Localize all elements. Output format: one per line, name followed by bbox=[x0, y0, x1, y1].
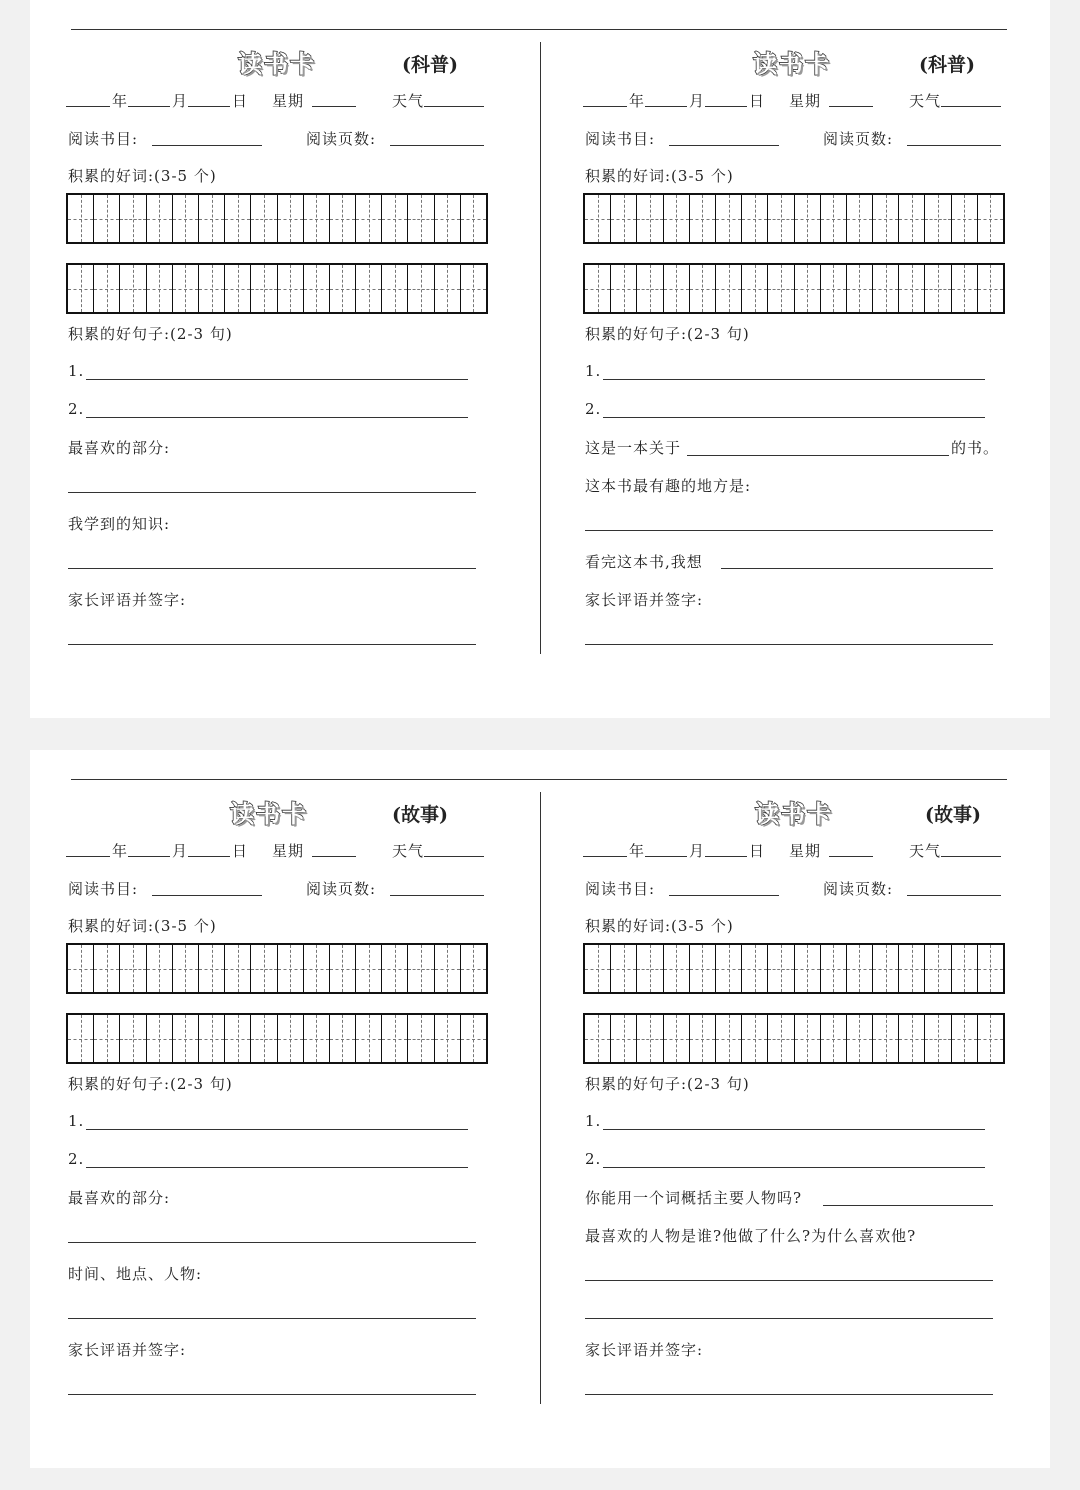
grid-cell[interactable] bbox=[173, 945, 199, 992]
card-category: (科普) bbox=[919, 54, 975, 76]
grid-cell[interactable] bbox=[461, 265, 486, 312]
parent-comment-blank[interactable] bbox=[68, 644, 476, 645]
grid-cell[interactable] bbox=[251, 1015, 277, 1062]
grid-cell[interactable] bbox=[304, 265, 330, 312]
grid-cell[interactable] bbox=[899, 1015, 925, 1062]
word-grid-2[interactable] bbox=[583, 1013, 1005, 1064]
grid-cell[interactable] bbox=[768, 265, 794, 312]
word-grid-2[interactable] bbox=[66, 263, 488, 314]
year-blank[interactable] bbox=[583, 856, 627, 857]
sentences-label: 积累的好句子:(2-3 句) bbox=[68, 325, 233, 343]
grid-cell[interactable] bbox=[795, 1015, 821, 1062]
grid-cell[interactable] bbox=[278, 195, 304, 242]
main-character-word-label: 你能用一个词概括主要人物吗? bbox=[585, 1189, 803, 1207]
grid-cell[interactable] bbox=[742, 1015, 768, 1062]
favorite-part-blank[interactable] bbox=[68, 1242, 476, 1243]
parent-comment-label: 家长评语并签字: bbox=[68, 1341, 187, 1359]
grid-cell[interactable] bbox=[408, 195, 434, 242]
grid-cell[interactable] bbox=[120, 265, 146, 312]
favorite-part-blank[interactable] bbox=[68, 492, 476, 493]
grid-cell[interactable] bbox=[952, 265, 978, 312]
grid-cell[interactable] bbox=[664, 1015, 690, 1062]
reading-card-sheet-story bbox=[30, 750, 1050, 1468]
month-label: 月 bbox=[689, 842, 706, 860]
time-place-people-label: 时间、地点、人物: bbox=[68, 1265, 203, 1283]
grid-cell[interactable] bbox=[742, 265, 768, 312]
day-label: 日 bbox=[232, 92, 249, 110]
weekday-label: 星期 bbox=[789, 842, 822, 860]
grid-cell[interactable] bbox=[637, 945, 663, 992]
grid-cell[interactable] bbox=[278, 265, 304, 312]
weekday-blank[interactable] bbox=[829, 856, 873, 857]
grid-cell[interactable] bbox=[690, 195, 716, 242]
words-label: 积累的好词:(3-5 个) bbox=[68, 167, 217, 185]
grid-cell[interactable] bbox=[251, 945, 277, 992]
word-grid-1[interactable] bbox=[66, 943, 488, 994]
grid-cell[interactable] bbox=[225, 265, 251, 312]
after-reading-blank[interactable] bbox=[721, 568, 993, 569]
month-blank[interactable] bbox=[128, 856, 170, 857]
weather-blank[interactable] bbox=[941, 856, 1001, 857]
year-label: 年 bbox=[629, 92, 646, 110]
card-category: (故事) bbox=[925, 804, 981, 826]
parent-comment-label: 家长评语并签字: bbox=[585, 1341, 704, 1359]
word-grid-1[interactable] bbox=[583, 943, 1005, 994]
month-blank[interactable] bbox=[645, 106, 687, 107]
month-blank[interactable] bbox=[128, 106, 170, 107]
sentence-1-number: 1. bbox=[68, 1112, 85, 1130]
grid-cell[interactable] bbox=[330, 195, 356, 242]
grid-cell[interactable] bbox=[356, 195, 382, 242]
year-blank[interactable] bbox=[66, 856, 110, 857]
about-suffix: 的书。 bbox=[951, 439, 1000, 457]
weekday-blank[interactable] bbox=[312, 106, 356, 107]
grid-cell[interactable] bbox=[742, 945, 768, 992]
grid-cell[interactable] bbox=[952, 1015, 978, 1062]
grid-cell[interactable] bbox=[611, 265, 637, 312]
grid-cell[interactable] bbox=[899, 195, 925, 242]
most-interesting-blank[interactable] bbox=[585, 530, 993, 531]
grid-cell[interactable] bbox=[637, 195, 663, 242]
grid-cell[interactable] bbox=[330, 945, 356, 992]
grid-cell[interactable] bbox=[173, 265, 199, 312]
weather-blank[interactable] bbox=[941, 106, 1001, 107]
sentence-2-number: 2. bbox=[585, 1150, 602, 1168]
grid-cell[interactable] bbox=[821, 1015, 847, 1062]
weekday-label: 星期 bbox=[272, 842, 305, 860]
grid-cell[interactable] bbox=[435, 945, 461, 992]
grid-cell[interactable] bbox=[304, 195, 330, 242]
sentence-1-blank[interactable] bbox=[86, 379, 468, 380]
day-label: 日 bbox=[749, 842, 766, 860]
weekday-blank[interactable] bbox=[312, 856, 356, 857]
grid-cell[interactable] bbox=[585, 1015, 611, 1062]
parent-comment-label: 家长评语并签字: bbox=[68, 591, 187, 609]
grid-cell[interactable] bbox=[873, 945, 899, 992]
grid-cell[interactable] bbox=[821, 195, 847, 242]
card-title: 读书卡 bbox=[755, 800, 833, 828]
parent-comment-blank[interactable] bbox=[585, 644, 993, 645]
grid-cell[interactable] bbox=[94, 265, 120, 312]
book-title-label: 阅读书目: bbox=[585, 880, 656, 898]
book-title-blank[interactable] bbox=[669, 145, 779, 146]
grid-cell[interactable] bbox=[716, 945, 742, 992]
grid-cell[interactable] bbox=[382, 1015, 408, 1062]
parent-comment-label: 家长评语并签字: bbox=[585, 591, 704, 609]
day-blank[interactable] bbox=[705, 106, 747, 107]
grid-cell[interactable] bbox=[742, 195, 768, 242]
day-label: 日 bbox=[232, 842, 249, 860]
book-title-blank[interactable] bbox=[152, 895, 262, 896]
weather-label: 天气 bbox=[909, 92, 942, 110]
grid-cell[interactable] bbox=[461, 1015, 486, 1062]
favorite-character-blank-1[interactable] bbox=[585, 1280, 993, 1281]
sentence-2-number: 2. bbox=[68, 1150, 85, 1168]
grid-cell[interactable] bbox=[68, 945, 94, 992]
grid-cell[interactable] bbox=[821, 265, 847, 312]
grid-cell[interactable] bbox=[278, 945, 304, 992]
weather-label: 天气 bbox=[392, 92, 425, 110]
after-reading-label: 看完这本书,我想 bbox=[585, 553, 703, 571]
grid-cell[interactable] bbox=[585, 195, 611, 242]
grid-cell[interactable] bbox=[664, 945, 690, 992]
day-blank[interactable] bbox=[188, 856, 230, 857]
reading-card-sheet-science bbox=[30, 0, 1050, 718]
grid-cell[interactable] bbox=[278, 1015, 304, 1062]
grid-cell[interactable] bbox=[768, 1015, 794, 1062]
grid-cell[interactable] bbox=[435, 195, 461, 242]
grid-cell[interactable] bbox=[795, 195, 821, 242]
grid-cell[interactable] bbox=[147, 945, 173, 992]
day-blank[interactable] bbox=[705, 856, 747, 857]
book-title-blank[interactable] bbox=[669, 895, 779, 896]
sentence-2-blank[interactable] bbox=[603, 1167, 985, 1168]
sentences-label: 积累的好句子:(2-3 句) bbox=[585, 325, 750, 343]
grid-cell[interactable] bbox=[873, 195, 899, 242]
grid-cell[interactable] bbox=[768, 945, 794, 992]
card-title: 读书卡 bbox=[753, 50, 831, 78]
grid-cell[interactable] bbox=[978, 945, 1003, 992]
grid-cell[interactable] bbox=[435, 265, 461, 312]
weather-blank[interactable] bbox=[424, 106, 484, 107]
grid-cell[interactable] bbox=[225, 945, 251, 992]
grid-cell[interactable] bbox=[847, 945, 873, 992]
weather-blank[interactable] bbox=[424, 856, 484, 857]
grid-cell[interactable] bbox=[199, 265, 225, 312]
sentence-1-number: 1. bbox=[585, 362, 602, 380]
sentences-label: 积累的好句子:(2-3 句) bbox=[585, 1075, 750, 1093]
grid-cell[interactable] bbox=[330, 1015, 356, 1062]
pages-blank[interactable] bbox=[907, 145, 1001, 146]
grid-cell[interactable] bbox=[461, 195, 486, 242]
grid-cell[interactable] bbox=[847, 1015, 873, 1062]
grid-cell[interactable] bbox=[173, 1015, 199, 1062]
grid-cell[interactable] bbox=[768, 195, 794, 242]
grid-cell[interactable] bbox=[978, 1015, 1003, 1062]
word-grid-2[interactable] bbox=[66, 1013, 488, 1064]
grid-cell[interactable] bbox=[899, 265, 925, 312]
grid-cell[interactable] bbox=[199, 195, 225, 242]
grid-cell[interactable] bbox=[899, 945, 925, 992]
reading-card-science-left bbox=[66, 0, 506, 718]
about-prefix: 这是一本关于 bbox=[585, 439, 682, 457]
weekday-blank[interactable] bbox=[829, 106, 873, 107]
reading-card-science-right bbox=[583, 0, 1023, 718]
grid-cell[interactable] bbox=[925, 945, 951, 992]
card-category: (故事) bbox=[392, 804, 448, 826]
book-title-blank[interactable] bbox=[152, 145, 262, 146]
word-grid-1[interactable] bbox=[66, 193, 488, 244]
sentence-2-blank[interactable] bbox=[86, 1167, 468, 1168]
card-title: 读书卡 bbox=[230, 800, 308, 828]
year-label: 年 bbox=[629, 842, 646, 860]
grid-cell[interactable] bbox=[356, 265, 382, 312]
time-place-people-blank[interactable] bbox=[68, 1318, 476, 1319]
grid-cell[interactable] bbox=[173, 195, 199, 242]
about-blank[interactable] bbox=[687, 455, 949, 456]
grid-cell[interactable] bbox=[716, 1015, 742, 1062]
parent-comment-blank[interactable] bbox=[585, 1394, 993, 1395]
weekday-label: 星期 bbox=[272, 92, 305, 110]
grid-cell[interactable] bbox=[356, 945, 382, 992]
grid-cell[interactable] bbox=[330, 265, 356, 312]
favorite-part-label: 最喜欢的部分: bbox=[68, 1189, 171, 1207]
words-label: 积累的好词:(3-5 个) bbox=[585, 167, 734, 185]
grid-cell[interactable] bbox=[637, 1015, 663, 1062]
knowledge-label: 我学到的知识: bbox=[68, 515, 171, 533]
grid-cell[interactable] bbox=[120, 1015, 146, 1062]
pages-label: 阅读页数: bbox=[306, 880, 377, 898]
grid-cell[interactable] bbox=[611, 195, 637, 242]
word-grid-1[interactable] bbox=[583, 193, 1005, 244]
grid-cell[interactable] bbox=[637, 265, 663, 312]
card-title: 读书卡 bbox=[238, 50, 316, 78]
year-blank[interactable] bbox=[66, 106, 110, 107]
grid-cell[interactable] bbox=[925, 1015, 951, 1062]
grid-cell[interactable] bbox=[94, 1015, 120, 1062]
words-label: 积累的好词:(3-5 个) bbox=[585, 917, 734, 935]
grid-cell[interactable] bbox=[199, 1015, 225, 1062]
grid-cell[interactable] bbox=[847, 195, 873, 242]
grid-cell[interactable] bbox=[847, 265, 873, 312]
book-title-label: 阅读书目: bbox=[68, 130, 139, 148]
grid-cell[interactable] bbox=[795, 265, 821, 312]
weekday-label: 星期 bbox=[789, 92, 822, 110]
pages-blank[interactable] bbox=[907, 895, 1001, 896]
grid-cell[interactable] bbox=[251, 195, 277, 242]
grid-cell[interactable] bbox=[925, 265, 951, 312]
card-divider bbox=[540, 42, 541, 654]
grid-cell[interactable] bbox=[304, 1015, 330, 1062]
grid-cell[interactable] bbox=[611, 945, 637, 992]
card-divider bbox=[540, 792, 541, 1404]
grid-cell[interactable] bbox=[120, 195, 146, 242]
pages-label: 阅读页数: bbox=[823, 130, 894, 148]
grid-cell[interactable] bbox=[461, 945, 486, 992]
grid-cell[interactable] bbox=[435, 1015, 461, 1062]
sentence-1-number: 1. bbox=[68, 362, 85, 380]
grid-cell[interactable] bbox=[978, 265, 1003, 312]
grid-cell[interactable] bbox=[147, 265, 173, 312]
reading-card-story-right bbox=[583, 750, 1023, 1468]
grid-cell[interactable] bbox=[952, 945, 978, 992]
sentence-2-blank[interactable] bbox=[603, 417, 985, 418]
grid-cell[interactable] bbox=[68, 1015, 94, 1062]
grid-cell[interactable] bbox=[94, 195, 120, 242]
parent-comment-blank[interactable] bbox=[68, 1394, 476, 1395]
grid-cell[interactable] bbox=[356, 1015, 382, 1062]
month-label: 月 bbox=[172, 842, 189, 860]
grid-cell[interactable] bbox=[690, 945, 716, 992]
sentence-1-number: 1. bbox=[585, 1112, 602, 1130]
sentence-1-blank[interactable] bbox=[86, 1129, 468, 1130]
grid-cell[interactable] bbox=[408, 945, 434, 992]
sentence-1-blank[interactable] bbox=[603, 1129, 985, 1130]
day-label: 日 bbox=[749, 92, 766, 110]
sentences-label: 积累的好句子:(2-3 句) bbox=[68, 1075, 233, 1093]
year-label: 年 bbox=[112, 842, 129, 860]
sentence-2-number: 2. bbox=[68, 400, 85, 418]
grid-cell[interactable] bbox=[147, 195, 173, 242]
grid-cell[interactable] bbox=[225, 1015, 251, 1062]
grid-cell[interactable] bbox=[585, 265, 611, 312]
book-title-label: 阅读书目: bbox=[68, 880, 139, 898]
favorite-character-blank-2[interactable] bbox=[585, 1318, 993, 1319]
pages-label: 阅读页数: bbox=[823, 880, 894, 898]
weather-label: 天气 bbox=[392, 842, 425, 860]
pages-label: 阅读页数: bbox=[306, 130, 377, 148]
grid-cell[interactable] bbox=[664, 265, 690, 312]
grid-cell[interactable] bbox=[611, 1015, 637, 1062]
grid-cell[interactable] bbox=[382, 195, 408, 242]
grid-cell[interactable] bbox=[925, 195, 951, 242]
grid-cell[interactable] bbox=[664, 195, 690, 242]
sentence-2-blank[interactable] bbox=[86, 417, 468, 418]
most-interesting-label: 这本书最有趣的地方是: bbox=[585, 477, 752, 495]
grid-cell[interactable] bbox=[120, 945, 146, 992]
grid-cell[interactable] bbox=[408, 1015, 434, 1062]
grid-cell[interactable] bbox=[690, 1015, 716, 1062]
reading-card-story-left bbox=[66, 750, 506, 1468]
favorite-part-label: 最喜欢的部分: bbox=[68, 439, 171, 457]
grid-cell[interactable] bbox=[716, 195, 742, 242]
grid-cell[interactable] bbox=[408, 265, 434, 312]
pages-blank[interactable] bbox=[390, 145, 484, 146]
month-blank[interactable] bbox=[645, 856, 687, 857]
month-label: 月 bbox=[172, 92, 189, 110]
grid-cell[interactable] bbox=[94, 945, 120, 992]
grid-cell[interactable] bbox=[873, 265, 899, 312]
grid-cell[interactable] bbox=[978, 195, 1003, 242]
grid-cell[interactable] bbox=[795, 945, 821, 992]
sentence-2-number: 2. bbox=[585, 400, 602, 418]
grid-cell[interactable] bbox=[68, 195, 94, 242]
pages-blank[interactable] bbox=[390, 895, 484, 896]
grid-cell[interactable] bbox=[199, 945, 225, 992]
grid-cell[interactable] bbox=[251, 265, 277, 312]
year-blank[interactable] bbox=[583, 106, 627, 107]
month-label: 月 bbox=[689, 92, 706, 110]
favorite-character-label: 最喜欢的人物是谁?他做了什么?为什么喜欢他? bbox=[585, 1227, 917, 1245]
weather-label: 天气 bbox=[909, 842, 942, 860]
grid-cell[interactable] bbox=[585, 945, 611, 992]
grid-cell[interactable] bbox=[873, 1015, 899, 1062]
grid-cell[interactable] bbox=[225, 195, 251, 242]
sentence-1-blank[interactable] bbox=[603, 379, 985, 380]
book-title-label: 阅读书目: bbox=[585, 130, 656, 148]
knowledge-blank[interactable] bbox=[68, 568, 476, 569]
card-category: (科普) bbox=[402, 54, 458, 76]
words-label: 积累的好词:(3-5 个) bbox=[68, 917, 217, 935]
day-blank[interactable] bbox=[188, 106, 230, 107]
word-grid-2[interactable] bbox=[583, 263, 1005, 314]
year-label: 年 bbox=[112, 92, 129, 110]
grid-cell[interactable] bbox=[147, 1015, 173, 1062]
grid-cell[interactable] bbox=[716, 265, 742, 312]
grid-cell[interactable] bbox=[952, 195, 978, 242]
grid-cell[interactable] bbox=[690, 265, 716, 312]
grid-cell[interactable] bbox=[382, 265, 408, 312]
grid-cell[interactable] bbox=[821, 945, 847, 992]
grid-cell[interactable] bbox=[304, 945, 330, 992]
grid-cell[interactable] bbox=[382, 945, 408, 992]
grid-cell[interactable] bbox=[68, 265, 94, 312]
main-character-word-blank[interactable] bbox=[823, 1205, 993, 1206]
